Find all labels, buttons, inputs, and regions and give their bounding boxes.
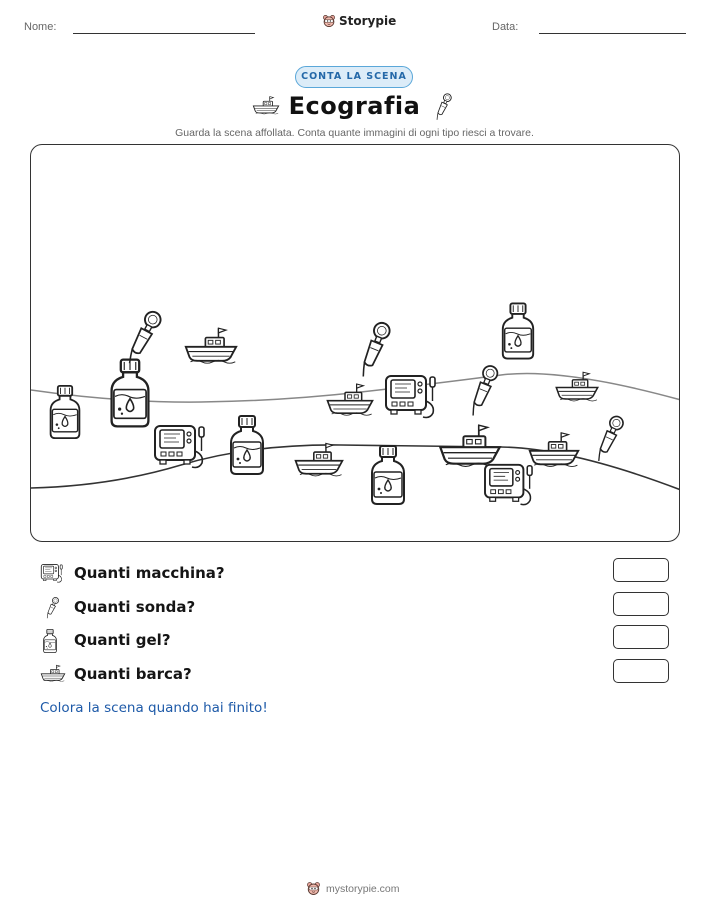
ultrasound-machine-icon [40, 562, 64, 584]
probe-icon [434, 92, 452, 122]
page-title: Ecografia [288, 92, 421, 120]
brand-name: Storypie [339, 14, 397, 28]
bear-logo-icon [322, 14, 336, 28]
brand-logo [322, 14, 396, 28]
footer-url[interactable]: mystorypie.com [326, 882, 400, 895]
question-row [40, 663, 670, 687]
boat-icon [186, 328, 236, 363]
date-field[interactable] [539, 33, 686, 34]
probe-icon [593, 414, 625, 463]
probe-icon [123, 309, 164, 367]
name-label: Nome: [24, 21, 57, 33]
counting-scene [30, 144, 680, 542]
boat-icon [40, 663, 66, 683]
wave-line-lower [31, 445, 680, 490]
answer-box-barca[interactable] [613, 659, 669, 683]
answer-box-sonda[interactable] [613, 592, 669, 616]
coloring-note: Colora la scena quando hai finito! [40, 700, 268, 716]
instructions: Guarda la scena affollata. Conta quante immagini di ogni tipo riesci a trovare. [175, 127, 534, 139]
activity-badge: CONTA LA SCENA [295, 66, 413, 88]
date-label: Data: [492, 21, 519, 33]
question-text: Quanti barca? [74, 665, 192, 683]
footer [306, 881, 400, 896]
gel-bottle-icon [40, 629, 60, 653]
question-text: Quanti gel? [74, 631, 171, 649]
probe-icon [466, 364, 499, 418]
gel-bottle-icon [503, 303, 533, 358]
ultrasound-machine-icon [386, 376, 435, 418]
boat-icon [328, 384, 373, 415]
bear-logo-icon [306, 881, 321, 896]
answer-box-gel[interactable] [613, 625, 669, 649]
boat-icon [556, 372, 597, 401]
boat-icon [296, 443, 343, 476]
question-text: Quanti macchina? [74, 564, 225, 582]
name-field[interactable] [73, 33, 255, 34]
question-row [40, 629, 670, 653]
gel-bottle-icon [372, 446, 404, 504]
gel-bottle-icon [231, 416, 263, 474]
probe-icon [356, 321, 392, 380]
answer-box-macchina[interactable] [613, 558, 669, 582]
gel-bottle-icon [112, 360, 149, 427]
question-row [40, 596, 670, 620]
question-row [40, 562, 670, 586]
ultrasound-machine-icon [485, 465, 532, 505]
probe-icon [40, 596, 64, 620]
question-text: Quanti sonda? [74, 598, 196, 616]
